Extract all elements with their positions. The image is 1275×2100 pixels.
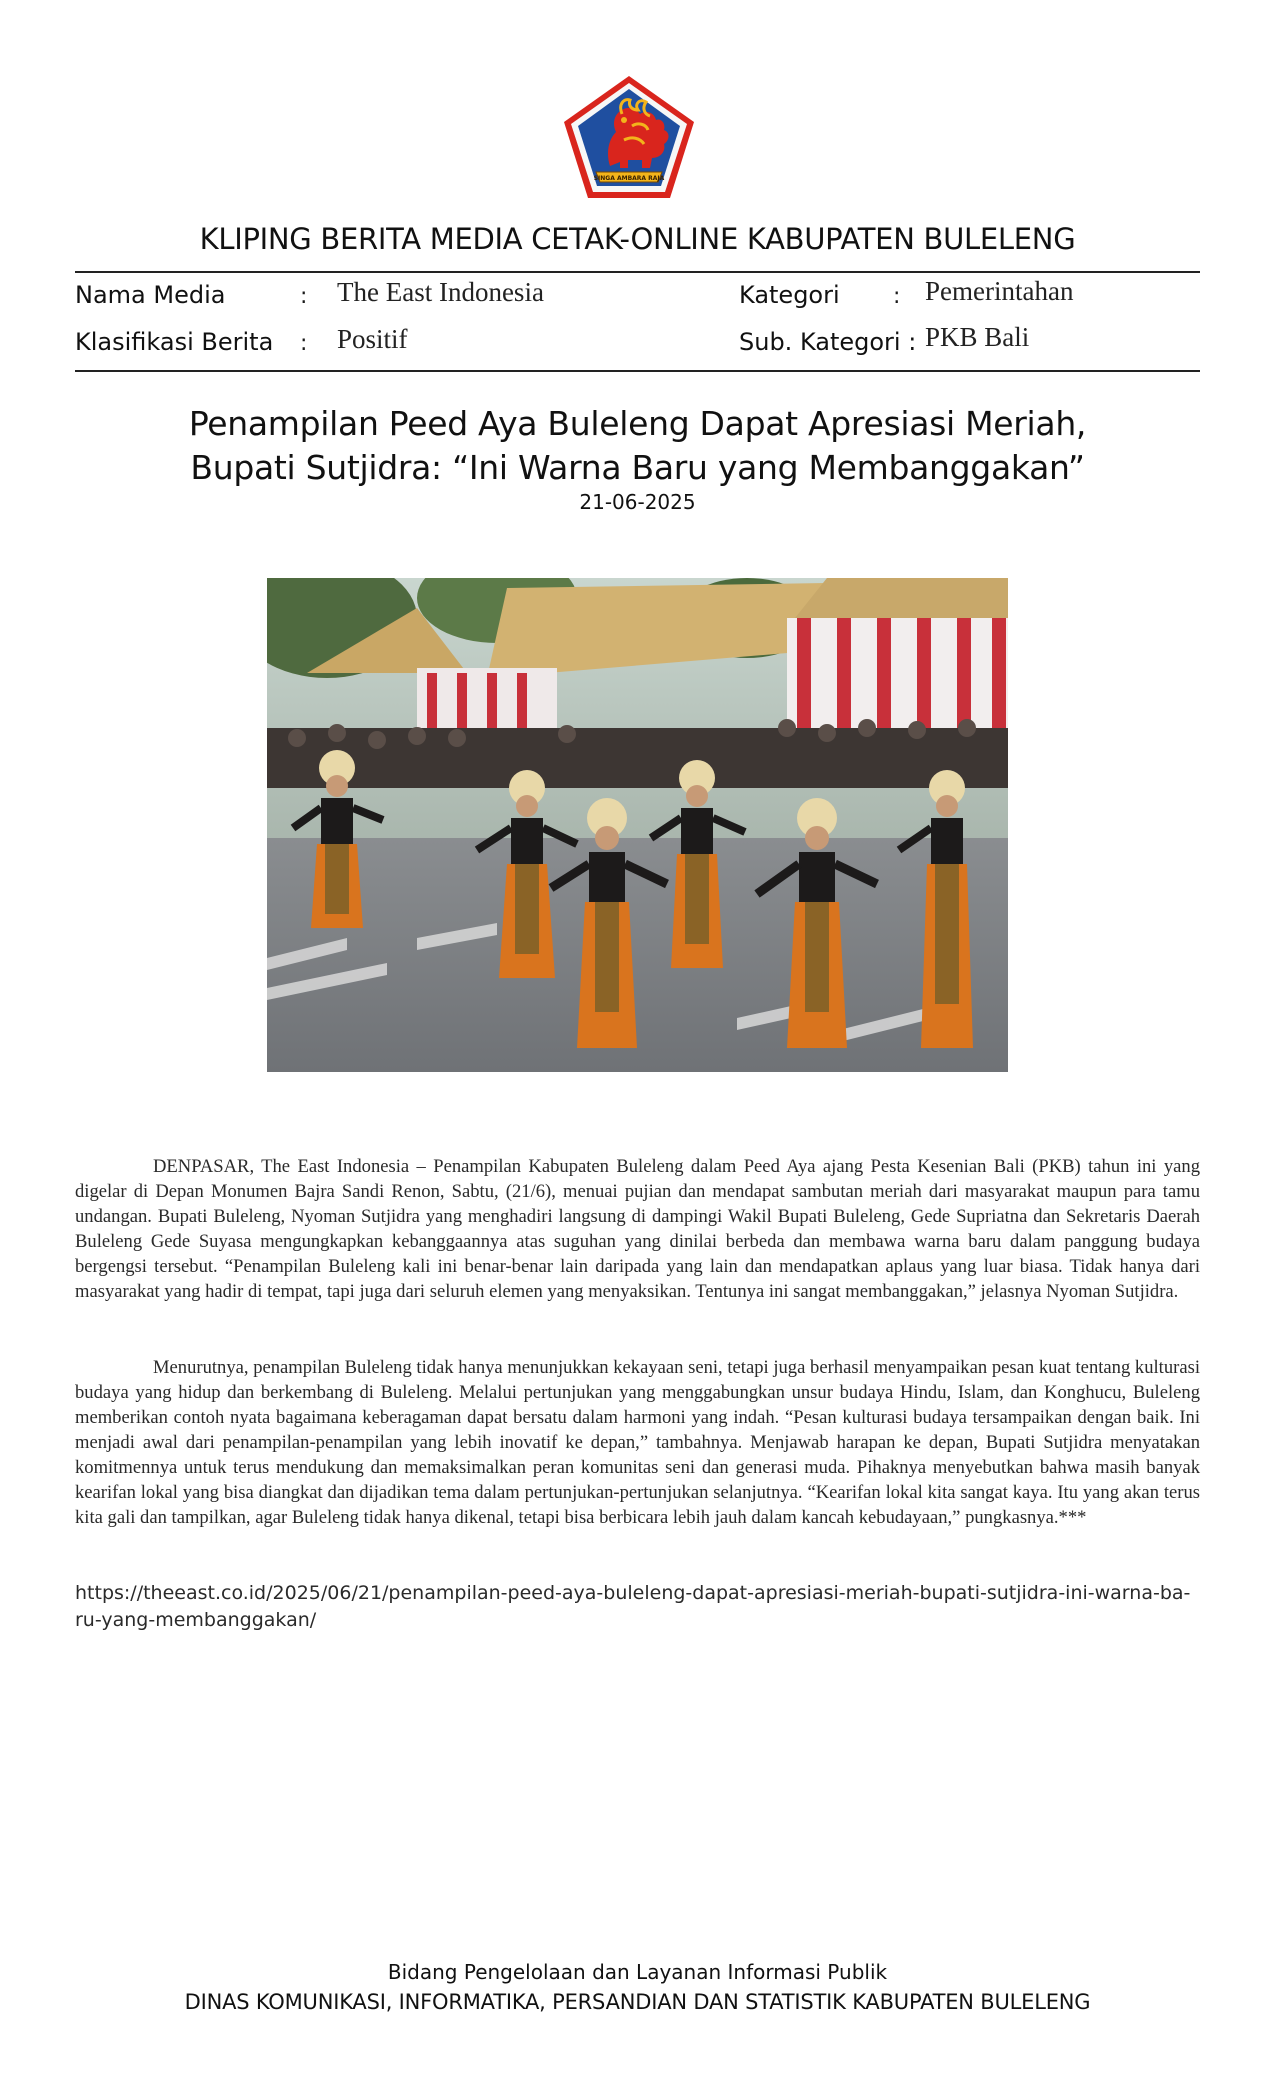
article-paragraph-1 xyxy=(75,1154,1200,1304)
media-label: Nama Media xyxy=(75,281,226,309)
paragraph-2-text: Menurutnya, penampilan Buleleng tidak hanya menunjukkan kekayaan seni, tetapi juga berhasil menyampaikan pesan kuat tentang kulturasi budaya yang hidup dan berkembang di Buleleng. Melalui pertunjukan yang menggabungkan unsur budaya Hindu, Islam, dan Konghucu, Buleleng memberikan contoh nyata bagaimana keberagaman dapat bersatu dalam harmoni yang indah. “Pesan kulturasi budaya tersampaikan dengan baik. Ini menjadi awal dari penampilan-penampilan yang lebih inovatif ke depan,” tambahnya. Menjawab harapan ke depan, Bupati Sutjidra menyatakan komitmennya untuk terus mendukung dan memaksimalkan peran komunitas seni dan generasi muda. Pihaknya menyebutkan bahwa masih banyak kearifan lokal yang bisa diangkat dan dijadikan tema dalam pertunjukan-pertunjukan selanjutnya. “Kearifan lokal kita sangat kaya. Itu yang akan terus kita gali dan tampilkan, agar Buleleng tidak hanya dikenal, tetapi bisa berbicara lebih jauh dalam kancah kebudayaan,” pungkasnya.*** xyxy=(75,1357,1200,1528)
subcategory-value: PKB Bali xyxy=(925,322,1030,352)
top-divider xyxy=(75,271,1200,273)
article-photo xyxy=(267,578,1008,1072)
classification-value: Positif xyxy=(337,324,408,354)
emblem-motto-text: SINGA AMBARA RAJA xyxy=(593,175,665,182)
classification-label: Klasifikasi Berita xyxy=(75,328,274,356)
article-headline xyxy=(0,402,1275,490)
category-colon: : xyxy=(893,284,901,309)
headline-line-2: Bupati Sutjidra: “Ini Warna Baru yang Membanggakan” xyxy=(190,448,1085,487)
article-paragraph-2 xyxy=(75,1355,1200,1530)
source-url xyxy=(75,1580,1200,1634)
media-colon: : xyxy=(300,284,308,309)
category-value: Pemerintahan xyxy=(925,276,1074,306)
bottom-divider xyxy=(75,370,1200,372)
subcategory-label: Sub. Kategori : xyxy=(739,328,917,356)
document-title: KLIPING BERITA MEDIA CETAK-ONLINE KABUPATEN BULELENG xyxy=(199,222,1076,256)
article-date: 21-06-2025 xyxy=(579,490,696,514)
footer-agency: DINAS KOMUNIKASI, INFORMATIKA, PERSANDIAN DAN STATISTIK KABUPATEN BULELENG xyxy=(184,1990,1091,2014)
media-value: The East Indonesia xyxy=(337,277,544,307)
regency-emblem-logo xyxy=(562,74,696,200)
classification-colon: : xyxy=(300,331,308,356)
paragraph-1-text: DENPASAR, The East Indonesia – Penampilan Kabupaten Buleleng dalam Peed Aya ajang Pesta Kesenian Bali (PKB) tahun ini yang digelar di Depan Monumen Bajra Sandi Renon, Sabtu, (21/6), menuai pujian dan mendapat sambutan meriah dari masyarakat maupun para tamu undangan. Bupati Buleleng, Nyoman Sutjidra yang menghadiri langsung di dampingi Wakil Bupati Buleleng, Gede Supriatna dan Sekretaris Daerah Buleleng Gede Suyasa mengungkapkan kebanggaannya atas suguhan yang dinilai berbeda dan membawa warna baru dalam panggung budaya bergengsi tersebut. “Penampilan Buleleng kali ini benar-benar lain daripada yang lain dan mendapatkan aplaus yang luar biasa. Tidak hanya dari masyarakat yang hadir di tempat, tapi juga dari seluruh elemen yang menyaksikan. Tentunya ini sangat membanggakan,” jelasnya Nyoman Sutjidra. xyxy=(75,1156,1200,1302)
headline-line-1: Penampilan Peed Aya Buleleng Dapat Apresiasi Meriah, xyxy=(188,404,1087,443)
footer-division: Bidang Pengelolaan dan Layanan Informasi Publik xyxy=(387,1960,888,1984)
source-url-line-1: https://theeast.co.id/2025/06/21/penampilan-peed-aya-buleleng-dapat-apresiasi-meriah-bupati-sutjidra-ini-warna-ba- xyxy=(75,1582,1191,1604)
category-label: Kategori xyxy=(739,281,840,309)
source-url-line-2: ru-yang-membanggakan/ xyxy=(75,1609,317,1631)
